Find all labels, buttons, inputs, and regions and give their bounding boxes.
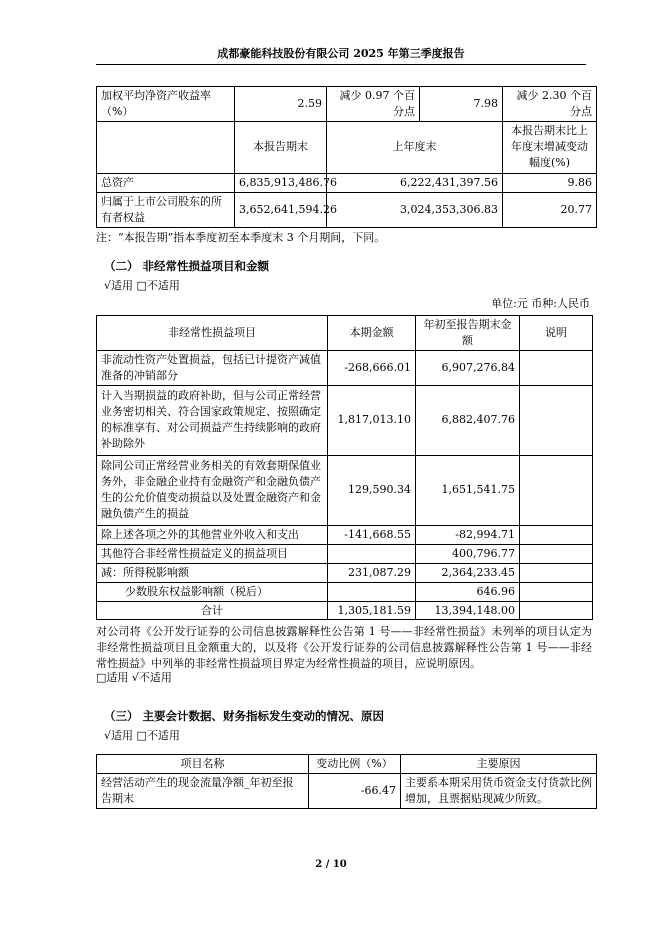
table-row: [97, 385, 593, 455]
header-reason: 主要原因: [401, 755, 597, 774]
row-change: 9.86: [503, 173, 597, 192]
row-period-end: 3,652,641,594.26: [235, 192, 327, 227]
remark-cell: [520, 563, 593, 582]
header-remark: 说明: [520, 316, 593, 351]
item-cell: 少数股东权益影响额（税后）: [97, 582, 328, 601]
ytd-cell: 2,364,233.45: [416, 563, 520, 582]
roe-ytd-change: 减少 2.30 个百分点: [503, 87, 597, 122]
roe-current-change: 减少 0.97 个百分点: [327, 87, 420, 122]
current-cell: -141,668.55: [328, 525, 416, 544]
row-label: 归属于上市公司股东的所有者权益: [97, 192, 235, 227]
remark-cell: [520, 350, 593, 385]
header-item: 项目名称: [97, 755, 309, 774]
table-row: [97, 563, 593, 582]
header-last-year-end: 上年度末: [327, 121, 503, 173]
header-current: 本期金额: [328, 316, 416, 351]
ytd-cell: -82,994.71: [416, 525, 520, 544]
table-row: [97, 192, 597, 227]
header-period-end: 本报告期末: [235, 121, 327, 173]
table-row: [97, 525, 593, 544]
period-note: 注：“本报告期”指本季度初至本季度末 3 个月期间，下同。: [96, 231, 386, 244]
row-label: 总资产: [97, 173, 235, 192]
remark-cell: [520, 544, 593, 563]
non-recurring-table: [96, 315, 593, 620]
row-period-end: 6,835,913,486.76: [235, 173, 327, 192]
table-total-row: [97, 601, 593, 620]
ratio-cell: -66.47: [309, 773, 401, 808]
item-cell: 除上述各项之外的其他营业外收入和支出: [97, 525, 328, 544]
current-cell: 1,817,013.10: [328, 385, 416, 455]
table-row: [97, 87, 597, 122]
item-cell: 其他符合非经常性损益定义的损益项目: [97, 544, 328, 563]
non-recurring-explanation: 对公司将《公开发行证券的公司信息披露解释性公告第 1 号——非经常性损益》未列举的项目认定为非经常性损益项目且金额重大的，以及将《公开发行证券的公司信息披露解释性公告第 1 号——非经常性损益》中列举的非经常性损益项目界定为经常性损益的项目，应说明原因。: [96, 625, 592, 670]
table-row: [97, 455, 593, 525]
explanation-applicability: □适用 √不适用: [96, 671, 172, 684]
section-2-applicability: √适用 □不适用: [104, 279, 180, 292]
ytd-cell: 6,882,407.76: [416, 385, 520, 455]
table-row: [97, 173, 597, 192]
item-cell: 除同公司正常经营业务相关的有效套期保值业务外，非金融企业持有金融资产和金融负债产生的公允价值变动损益以及处置金融资产和金融负债产生的损益: [97, 455, 328, 525]
current-cell: 129,590.34: [328, 455, 416, 525]
table-row: [97, 773, 597, 808]
header-ytd: 年初至报告期末金额: [416, 316, 520, 351]
reason-cell: 主要系本期采用货币资金支付货款比例增加，且票据贴现减少所致。: [401, 773, 597, 808]
roe-current: 2.59: [235, 87, 327, 122]
roe-ytd: 7.98: [420, 87, 503, 122]
remark-cell: [520, 455, 593, 525]
section-3-applicability: √适用 □不适用: [104, 729, 180, 742]
ytd-cell: 646.96: [416, 582, 520, 601]
remark-cell: [520, 582, 593, 601]
page-header: 成都豪能科技股份有限公司 2025 年第三季度报告: [96, 46, 586, 65]
header-item: 非经常性损益项目: [97, 316, 328, 351]
header-ratio: 变动比例（%）: [309, 755, 401, 774]
table-header-row: [97, 316, 593, 351]
ytd-cell: 6,907,276.84: [416, 350, 520, 385]
remark-cell: [520, 525, 593, 544]
header-change: 本报告期末比上年度末增减变动幅度(%): [503, 121, 597, 173]
current-cell: [328, 544, 416, 563]
table-header-row: [97, 121, 597, 173]
section-2-title: （二） 非经常性损益项目和金额: [104, 259, 270, 273]
ytd-cell: 400,796.77: [416, 544, 520, 563]
item-cell: 非流动性资产处置损益，包括已计提资产减值准备的冲销部分: [97, 350, 328, 385]
table-row: [97, 350, 593, 385]
table-header-row: [97, 755, 597, 774]
key-financial-table: [96, 86, 597, 228]
table-row: [97, 544, 593, 563]
row-last-year-end: 3,024,353,306.83: [327, 192, 503, 227]
current-cell: -268,666.01: [328, 350, 416, 385]
row-change: 20.77: [503, 192, 597, 227]
remark-cell: [520, 385, 593, 455]
item-cell: 合计: [97, 601, 328, 620]
ytd-cell: 1,651,541.75: [416, 455, 520, 525]
row-last-year-end: 6,222,431,397.56: [327, 173, 503, 192]
current-cell: 1,305,181.59: [328, 601, 416, 620]
item-cell: 减：所得税影响额: [97, 563, 328, 582]
item-cell: 经营活动产生的现金流量净额_年初至报告期末: [97, 773, 309, 808]
ytd-cell: 13,394,148.00: [416, 601, 520, 620]
current-cell: [328, 582, 416, 601]
change-reasons-table: [96, 754, 597, 809]
section-3-title: （三） 主要会计数据、财务指标发生变动的情况、原因: [104, 709, 385, 723]
remark-cell: [520, 601, 593, 620]
unit-label: 单位:元 币种:人民币: [491, 297, 590, 310]
page-number: 2 / 10: [315, 859, 347, 870]
table-row: [97, 582, 593, 601]
current-cell: 231,087.29: [328, 563, 416, 582]
roe-label: 加权平均净资产收益率（%）: [97, 87, 235, 122]
item-cell: 计入当期损益的政府补助，但与公司正常经营业务密切相关、符合国家政策规定、按照确定的标准享有、对公司损益产生持续影响的政府补助除外: [97, 385, 328, 455]
empty-header-cell: [97, 121, 235, 173]
